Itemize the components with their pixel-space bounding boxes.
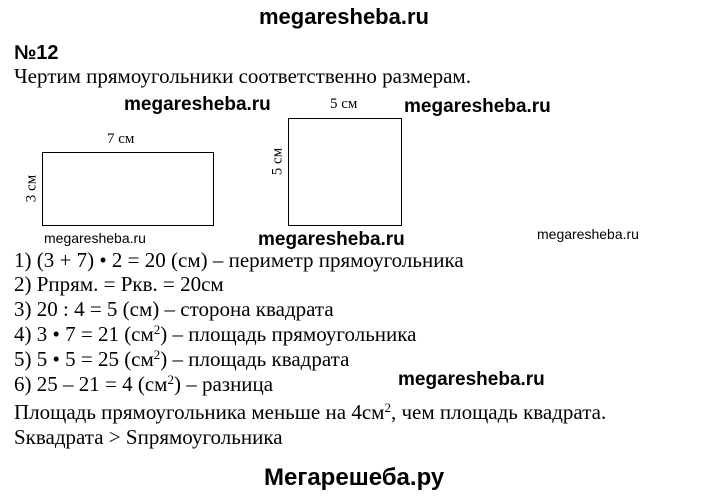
problem-number: №12	[14, 42, 59, 64]
conclusion-main: Площадь прямоугольника меньше на 4см	[14, 400, 385, 424]
solution-line-5	[14, 347, 349, 371]
conclusion-line	[14, 400, 606, 424]
solution-line-1: 1) (3 + 7) • 2 = 20 (см) – периметр прямоугольника	[14, 248, 464, 272]
rect-width-label: 7 см	[107, 131, 135, 147]
superscript: 2	[153, 347, 161, 362]
problem-intro: Чертим прямоугольники соответственно размерам.	[14, 64, 471, 88]
watermark: megaresheba.ru	[44, 230, 146, 246]
solution-line-2: 2) Рпрям. = Ркв. = 20см	[14, 272, 224, 296]
solution-line-5-tail: ) – площадь квадрата	[160, 347, 350, 371]
solution-line-4	[14, 322, 416, 346]
solution-line-6-main: 6) 25 – 21 = 4 (см	[14, 372, 168, 396]
superscript: 2	[384, 400, 391, 415]
superscript: 2	[167, 372, 174, 387]
solution-line-4-tail: ) – площадь прямоугольника	[160, 322, 417, 346]
rectangle-figure	[42, 152, 214, 226]
watermark: megaresheba.ru	[258, 229, 405, 250]
watermark: megaresheba.ru	[398, 369, 545, 390]
conclusion-tail: , чем площадь квадрата.	[390, 400, 607, 424]
square-width-label: 5 см	[330, 96, 358, 112]
watermark: megaresheba.ru	[404, 96, 551, 117]
rect-height-label: 3 см	[23, 174, 40, 203]
solution-line-3: 3) 20 : 4 = 5 (см) – сторона квадрата	[14, 297, 334, 321]
header-site-name: megaresheba.ru	[259, 4, 429, 29]
square-figure	[288, 118, 402, 226]
watermark: megaresheba.ru	[124, 94, 271, 115]
comparison-line: Sквадрата > Sпрямоугольника	[14, 425, 283, 449]
solution-line-5-main: 5) 5 • 5 = 25 (см	[14, 347, 154, 371]
solution-line-4-main: 4) 3 • 7 = 21 (см	[14, 322, 154, 346]
watermark: megaresheba.ru	[537, 226, 639, 242]
footer-site-name: Мегарешеба.ру	[264, 464, 445, 491]
square-height-label: 5 см	[269, 147, 286, 176]
solution-line-6-tail: ) – разница	[173, 372, 274, 396]
solution-line-6	[14, 372, 273, 396]
superscript: 2	[153, 322, 161, 337]
